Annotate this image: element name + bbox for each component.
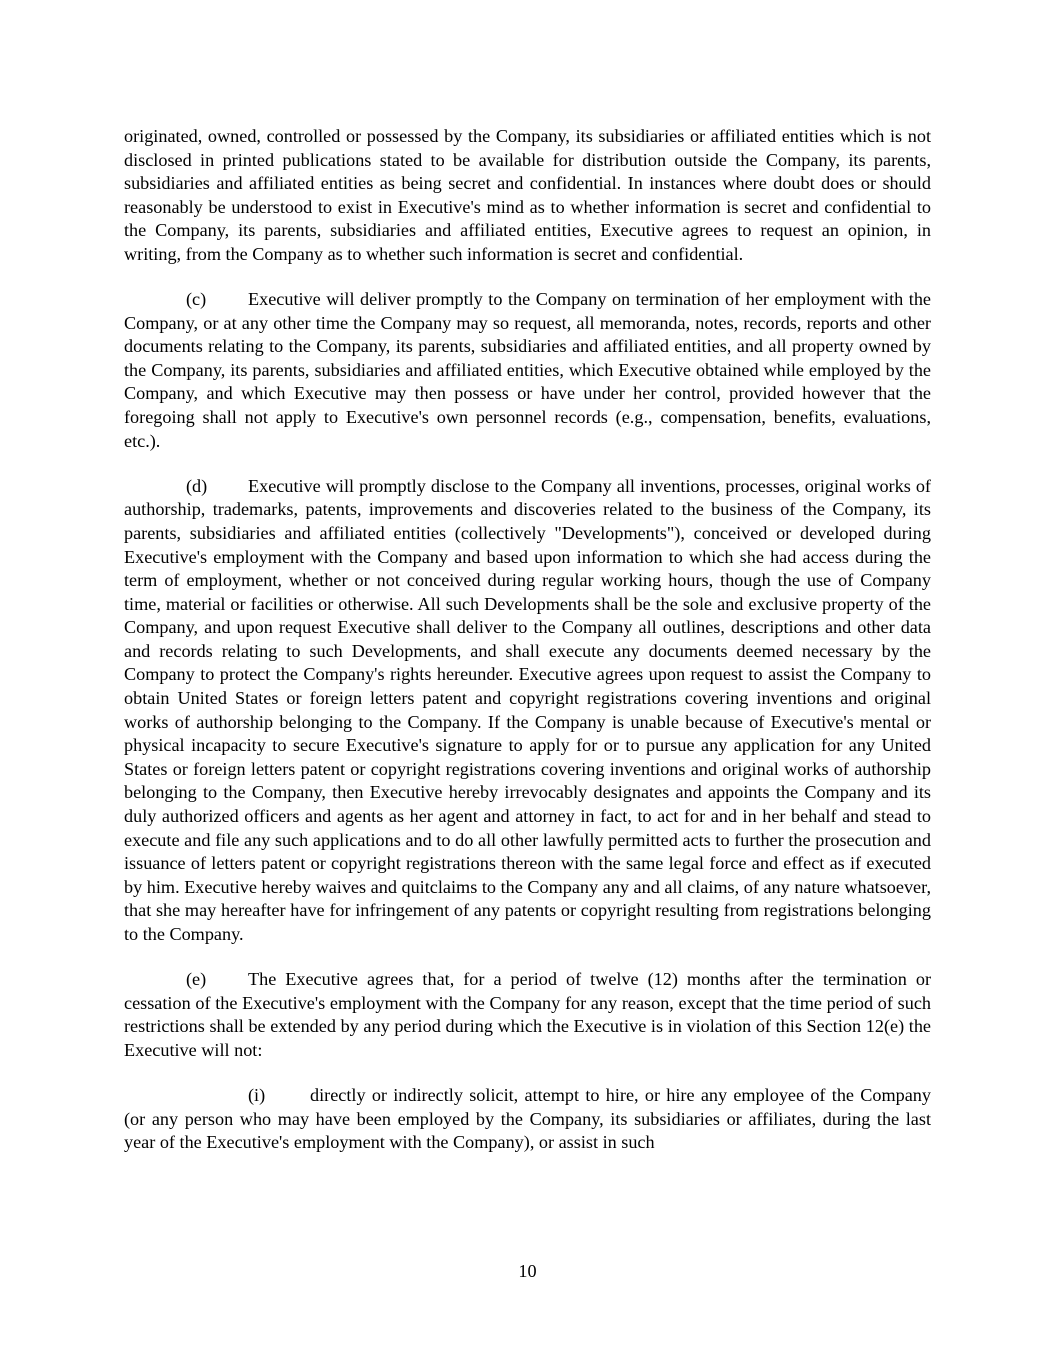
paragraph-text: directly or indirectly solicit, attempt to hire, or hire any employee of the Company (or any person who may have been employed by the Company, its subsidiaries or affiliates, during the last year of the Executive's employment with the Company), or assist in such (124, 1084, 931, 1153)
document-page (124, 125, 931, 1176)
paragraph-label: (i) (248, 1084, 266, 1105)
paragraph-text: The Executive agrees that, for a period of twelve (12) months after the termination or cessation of the Executive's employment with the Company for any reason, except that the time period of such restrictions shall be extended by any period during which the Executive is in violation of this Section 12(e) the Executive will not: (124, 969, 931, 1060)
paragraph-text: Executive will deliver promptly to the Company on termination of her employment with the Company, or at any other time the Company may so request, all memoranda, notes, records, reports and other documents relating to the Company, its parents, subsidiaries and affiliated entities, and all property owned by the Company, its parents, subsidiaries and affiliated entities, which Executive obtained while employed by the Company, and which Executive may then possess or have under her control, provided however that the foregoing shall not apply to Executive's own personnel records (e.g., compensation, benefits, evaluations, etc.). (124, 289, 931, 451)
paragraph-label: (e) (186, 969, 207, 990)
paragraph-e (124, 968, 931, 1062)
paragraph-d (124, 475, 931, 947)
paragraph-c (124, 288, 931, 453)
paragraph-label: (d) (186, 475, 208, 496)
page-number: 10 (518, 1261, 537, 1281)
paragraph-e-i (124, 1084, 931, 1155)
paragraph-label: (c) (186, 289, 207, 310)
paragraph-text: originated, owned, controlled or possessed by the Company, its subsidiaries or affiliated entities which is not disclosed in printed publications stated to be available for distribution outside the Company, its parents, subsidiaries and affiliated entities as being secret and confidential. In instances where doubt does or should reasonably be understood to exist in Executive's mind as to whether information is secret and confidential to the Company, its parents, subsidiaries and affiliated entities, Executive agrees to request an opinion, in writing, from the Company as to whether such information is secret and confidential. (124, 126, 931, 264)
paragraph-confidential-continued (124, 125, 931, 267)
paragraph-text: Executive will promptly disclose to the Company all inventions, processes, original works of authorship, trademarks, patents, improvements and discoveries related to the business of the Company, its parents, subsidiaries and affiliated entities (collectively "Developments"), conceived or developed during Executive's employment with the Company and based upon information to which she had access during the term of employment, whether or not conceived during regular working hours, though the use of Company time, material or facilities or otherwise. All such Developments shall be the sole and exclusive property of the Company, and upon request Executive shall deliver to the Company all outlines, descriptions and other data and records relating to such Developments, and shall execute any documents deemed necessary by the Company to protect the Company's rights hereunder. Executive agrees upon request to assist the Company to obtain United States or foreign letters patent and copyright registrations covering inventions and original works of authorship belonging to the Company. If the Company is unable because of Executive's mental or physical incapacity to secure Executive's signature to apply for or to pursue any application for any United States or foreign letters patent or copyright registrations covering inventions and original works of authorship belonging to the Company, then Executive hereby irrevocably designates and appoints the Company and its duly authorized officers and agents as her agent and attorney in fact, to act for and in her behalf and stead to execute and file any such applications and to do all other lawfully permitted acts to further the prosecution and issuance of letters patent or copyright registrations thereon with the same legal force and effect as if executed by him. Executive hereby waives and quitclaims to the Company any and all claims, of any nature whatsoever, that she may hereafter have for infringement of any patents or copyright resulting from registrations belonging to the Company. (124, 475, 931, 944)
